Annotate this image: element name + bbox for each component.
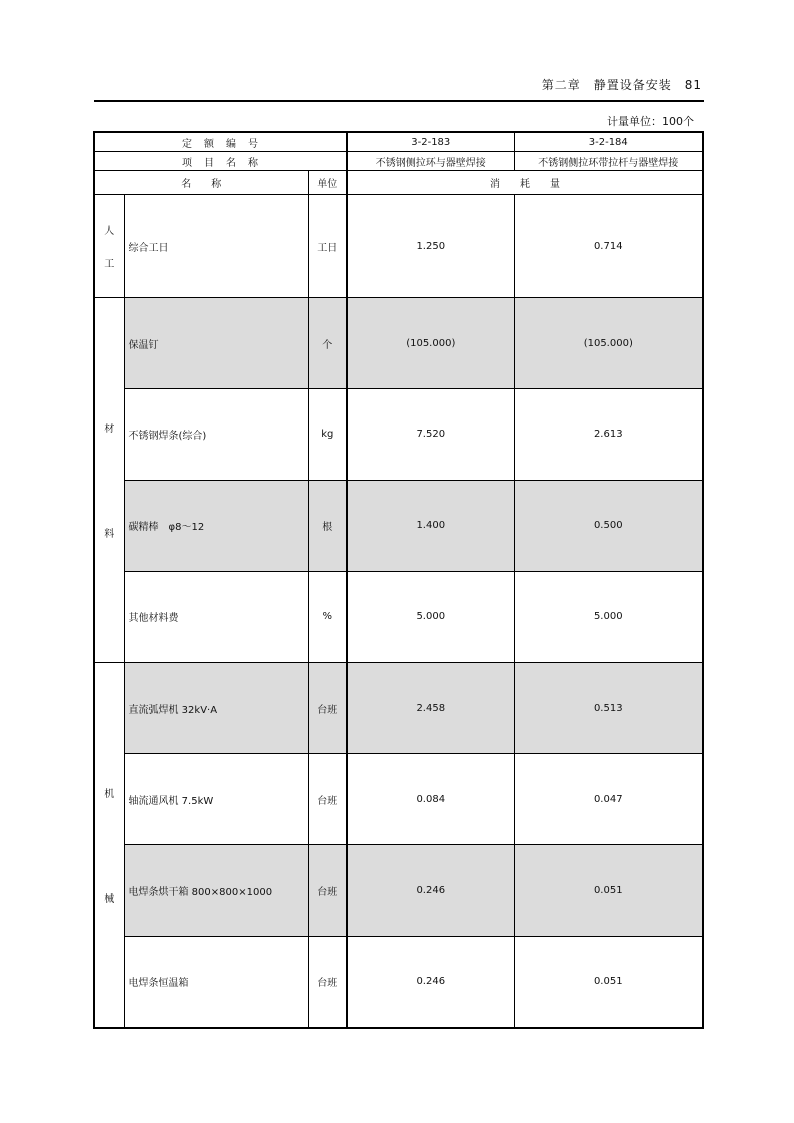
item-value-1: 2.458 bbox=[347, 663, 514, 754]
item-value-1: 1.250 bbox=[347, 195, 514, 298]
item-value-2: 0.513 bbox=[514, 663, 703, 754]
quota-code-1: 3-2-183 bbox=[347, 132, 514, 152]
item-name: 轴流通风机 7.5kW bbox=[124, 754, 308, 845]
col-header-name: 名 称 bbox=[94, 171, 308, 195]
item-value-2: 0.051 bbox=[514, 845, 703, 936]
group-label-char: 工 bbox=[104, 259, 115, 270]
item-unit: 台班 bbox=[308, 754, 347, 845]
group-label-machinery bbox=[94, 663, 124, 1029]
item-value-2: (105.000) bbox=[514, 298, 703, 389]
item-value-2: 0.500 bbox=[514, 480, 703, 571]
item-value-1: 0.246 bbox=[347, 936, 514, 1028]
table-row bbox=[94, 389, 703, 480]
quota-code-2: 3-2-184 bbox=[514, 132, 703, 152]
item-name-2: 不锈钢侧拉环带拉杆与器壁焊接 bbox=[514, 152, 703, 171]
item-value-2: 0.714 bbox=[514, 195, 703, 298]
item-unit: 台班 bbox=[308, 663, 347, 754]
item-value-1: (105.000) bbox=[347, 298, 514, 389]
group-label-char: 料 bbox=[104, 529, 115, 540]
quota-table bbox=[93, 131, 704, 1029]
item-value-2: 5.000 bbox=[514, 571, 703, 662]
row-item-name bbox=[94, 152, 703, 171]
row-quota-code bbox=[94, 132, 703, 152]
item-name: 电焊条烘干箱 800×800×1000 bbox=[124, 845, 308, 936]
quota-code-label: 定 额 编 号 bbox=[94, 132, 347, 152]
table-row bbox=[94, 663, 703, 754]
item-value-2: 0.051 bbox=[514, 936, 703, 1028]
group-label-material bbox=[94, 298, 124, 663]
item-value-1: 5.000 bbox=[347, 571, 514, 662]
table-row bbox=[94, 754, 703, 845]
col-header-consumption: 消 耗 量 bbox=[347, 171, 703, 195]
item-unit: % bbox=[308, 571, 347, 662]
item-name-1: 不锈钢侧拉环与器壁焊接 bbox=[347, 152, 514, 171]
item-unit: 台班 bbox=[308, 936, 347, 1028]
item-name: 保温钉 bbox=[124, 298, 308, 389]
item-value-1: 0.084 bbox=[347, 754, 514, 845]
unit-note: 计量单位：100个 bbox=[607, 115, 694, 128]
table-row bbox=[94, 571, 703, 662]
item-name: 其他材料费 bbox=[124, 571, 308, 662]
item-name: 碳精棒 φ8～12 bbox=[124, 480, 308, 571]
table-row bbox=[94, 845, 703, 936]
item-unit: kg bbox=[308, 389, 347, 480]
item-unit: 台班 bbox=[308, 845, 347, 936]
item-unit: 工日 bbox=[308, 195, 347, 298]
item-unit: 个 bbox=[308, 298, 347, 389]
table-row bbox=[94, 936, 703, 1028]
col-header-unit: 单位 bbox=[308, 171, 347, 195]
item-value-2: 0.047 bbox=[514, 754, 703, 845]
item-value-1: 7.520 bbox=[347, 389, 514, 480]
group-label-char: 人 bbox=[104, 226, 115, 237]
table-row bbox=[94, 298, 703, 389]
group-label-char: 机 bbox=[104, 789, 115, 800]
item-name-label: 项 目 名 称 bbox=[94, 152, 347, 171]
item-unit: 根 bbox=[308, 480, 347, 571]
group-label-char: 材 bbox=[104, 424, 115, 435]
chapter-title: 第二章 静置设备安装 81 bbox=[541, 78, 702, 92]
group-label-char: 械 bbox=[104, 894, 115, 905]
item-name: 直流弧焊机 32kV·A bbox=[124, 663, 308, 754]
item-value-2: 2.613 bbox=[514, 389, 703, 480]
table-row bbox=[94, 480, 703, 571]
page-header bbox=[94, 74, 704, 102]
table-row bbox=[94, 195, 703, 298]
item-value-1: 0.246 bbox=[347, 845, 514, 936]
row-column-headers bbox=[94, 171, 703, 195]
group-label-labor bbox=[94, 195, 124, 298]
item-value-1: 1.400 bbox=[347, 480, 514, 571]
item-name: 不锈钢焊条(综合) bbox=[124, 389, 308, 480]
item-name: 综合工日 bbox=[124, 195, 308, 298]
item-name: 电焊条恒温箱 bbox=[124, 936, 308, 1028]
